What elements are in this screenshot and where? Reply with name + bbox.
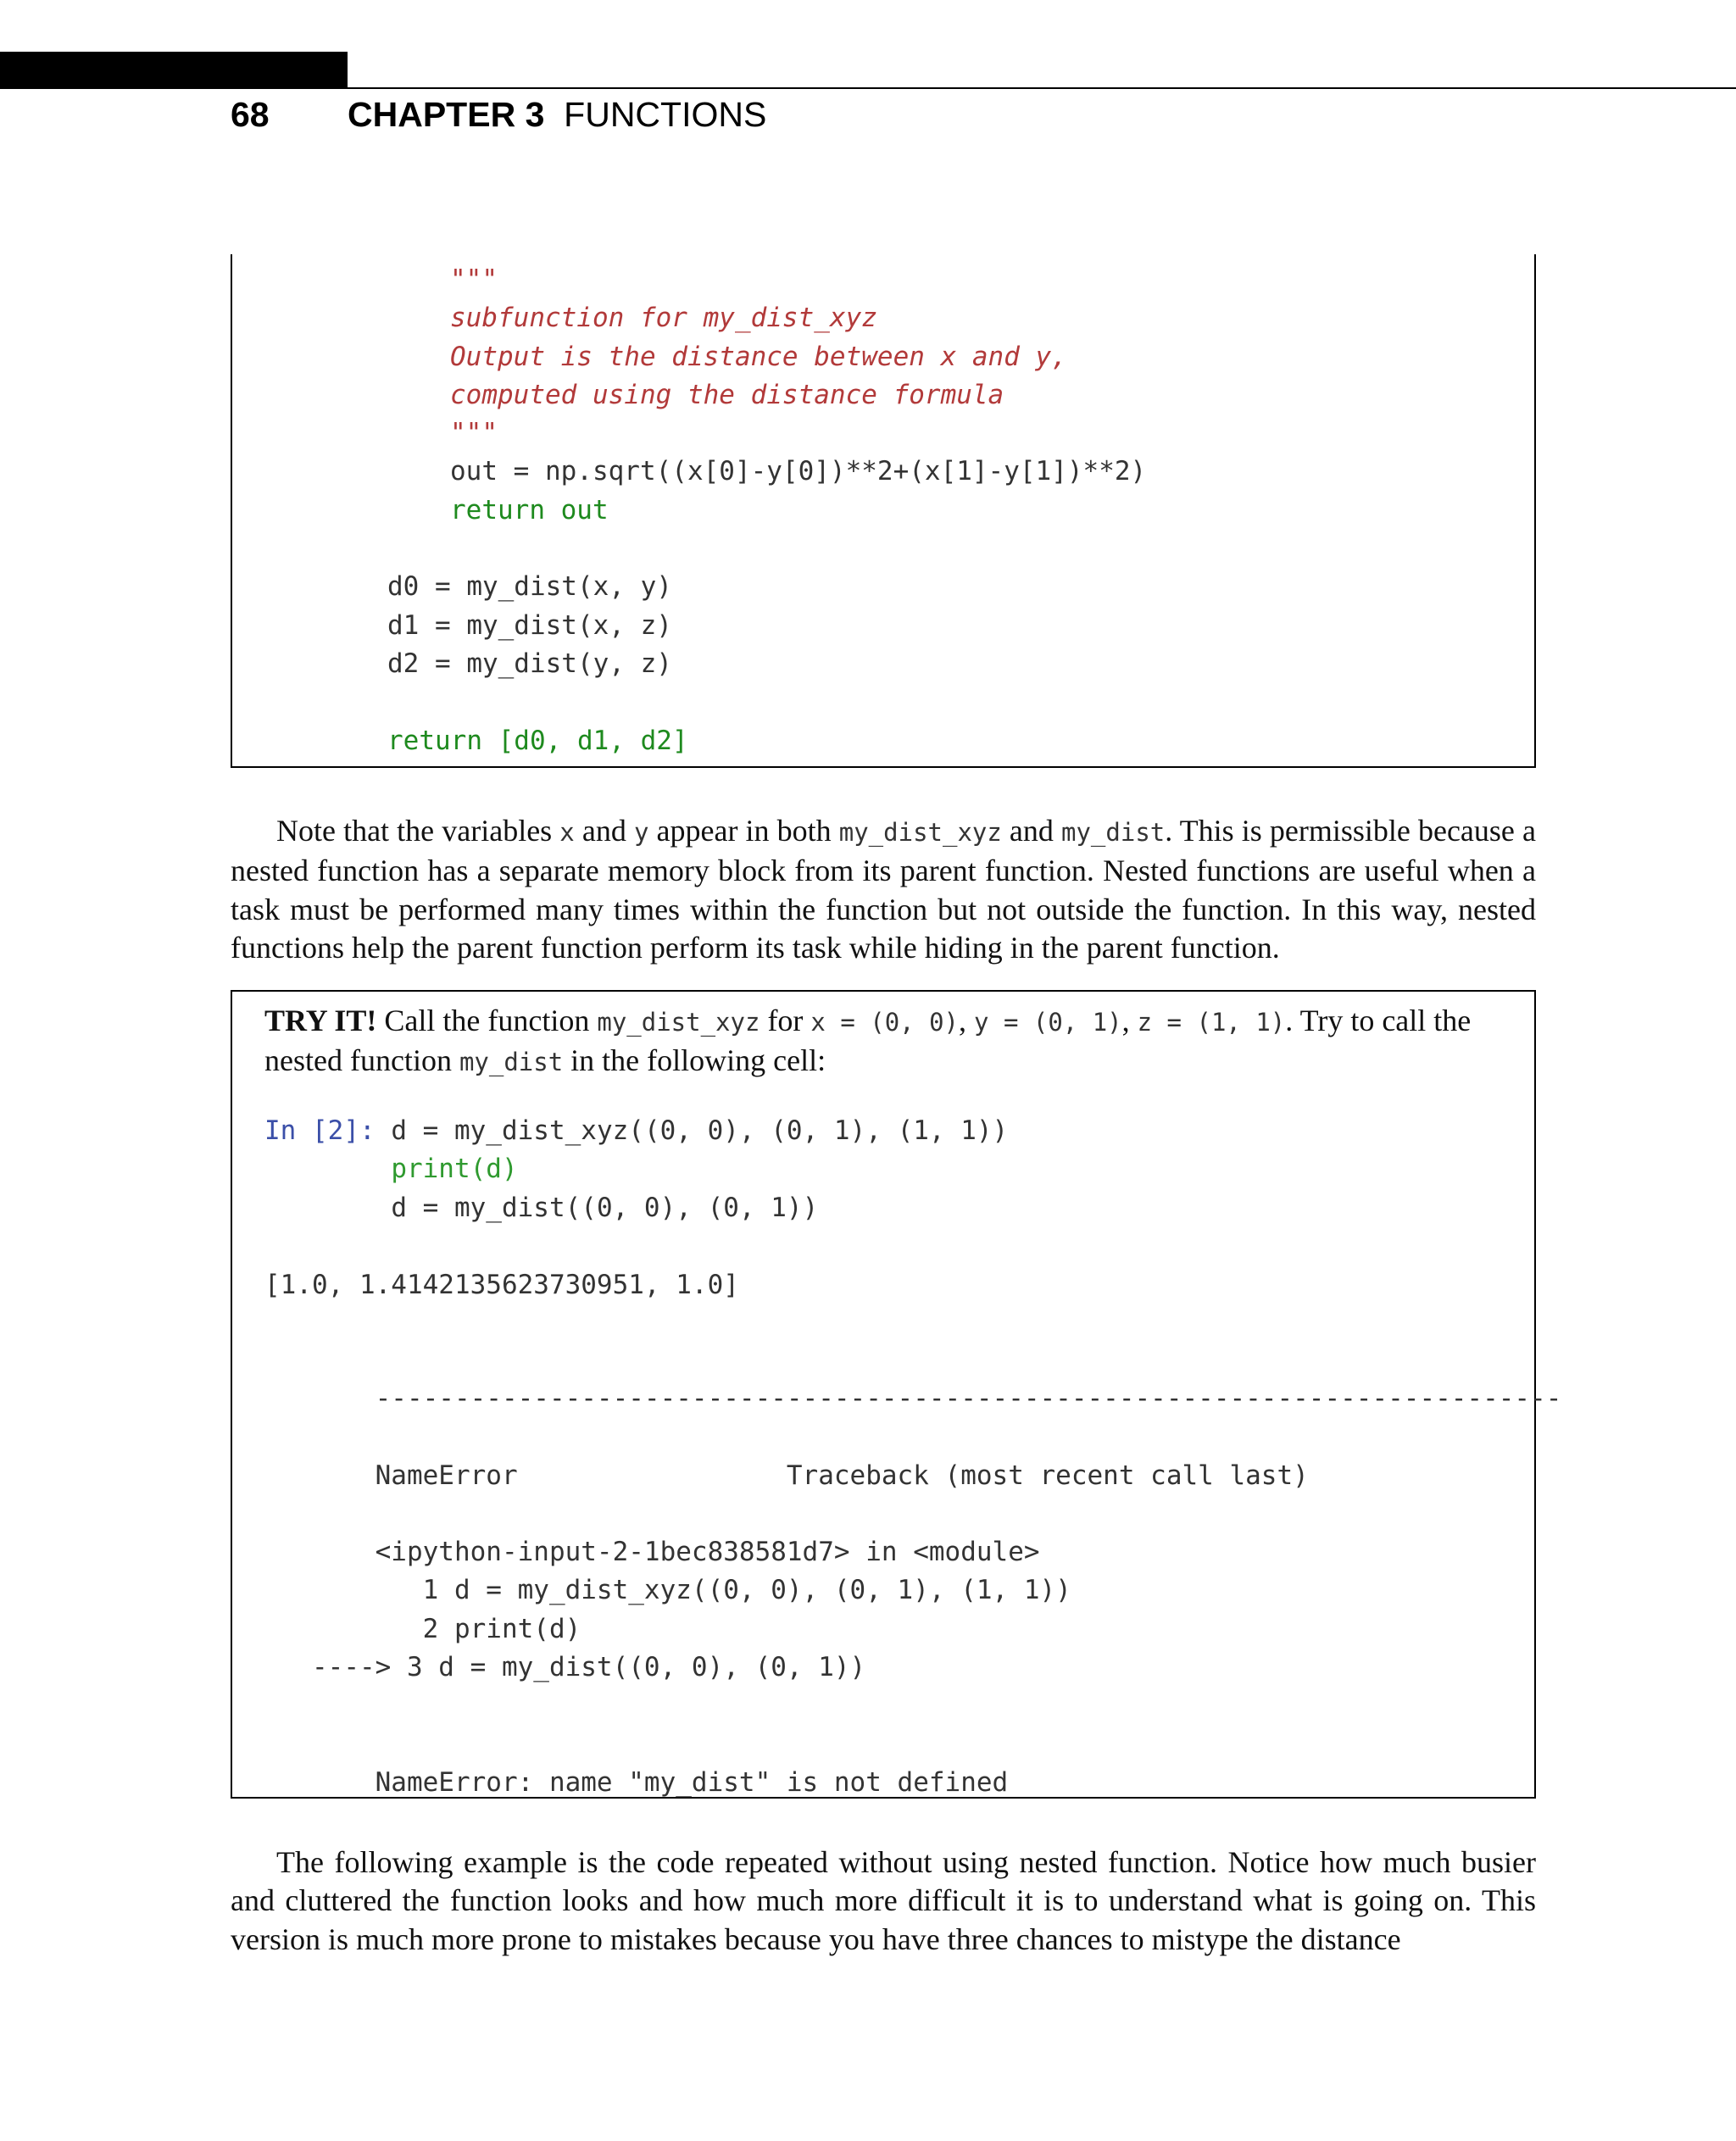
try-it-label: TRY IT! (264, 1004, 377, 1037)
page-number: 68 (231, 95, 270, 134)
text-run: appear in both (648, 814, 839, 848)
text-run: , (1121, 1004, 1138, 1037)
traceback-line: <ipython-input-2-1bec838581d7> in <module> (264, 1537, 1040, 1568)
traceback-line: --------------------------------------------------------------------------- (264, 1383, 1562, 1414)
text-run: and (1001, 814, 1062, 848)
code-line: out = np.sqrt((x[0]-y[0])**2+(x[1]-y[1])**2) (450, 456, 1147, 487)
input-line: d = my_dist_xyz((0, 0), (0, 1), (1, 1)) (391, 1115, 1009, 1146)
code-line: Output is the distance between x and y, (450, 341, 1067, 372)
traceback-output (264, 1380, 1562, 1802)
input-prompt: In [2]: (264, 1115, 376, 1146)
notebook-output: [1.0, 1.4142135623730951, 1.0] (264, 1270, 739, 1300)
code-line: subfunction for my_dist_xyz (450, 303, 877, 334)
text-run: Call the function (376, 1004, 598, 1037)
text-run: in the following cell: (563, 1043, 826, 1078)
inline-code: x = (0, 0) (810, 1008, 960, 1037)
text-run: , (959, 1004, 975, 1037)
inline-code: my_dist (459, 1048, 564, 1077)
code-line: """ (450, 418, 498, 449)
code-line: d1 = my_dist(x, z) (387, 609, 672, 641)
try-it-instructions (264, 1002, 1507, 1082)
inline-code: my_dist_xyz (838, 818, 1002, 847)
traceback-line: 1 d = my_dist_xyz((0, 0), (0, 1), (1, 1)) (264, 1575, 1071, 1606)
traceback-line: NameError Traceback (most recent call last) (264, 1460, 1309, 1491)
code-line: d2 = my_dist(y, z) (387, 648, 672, 679)
code-line: computed using the distance formula (450, 379, 1004, 410)
try-it-box (231, 990, 1562, 1799)
chapter-label: CHAPTER 3 (348, 95, 545, 134)
traceback-line: ----> 3 d = my_dist((0, 0), (0, 1)) (264, 1652, 866, 1683)
text-run: and (574, 814, 634, 848)
code-line: return [d0, d1, d2] (387, 725, 688, 756)
inline-code: z = (1, 1) (1137, 1008, 1286, 1037)
chapter-title: FUNCTIONS (564, 95, 767, 134)
input-line: print(d) (391, 1154, 518, 1185)
inline-code: my_dist (1061, 818, 1166, 847)
paragraph-nested-scope (231, 812, 1536, 967)
header-bar (0, 52, 348, 89)
notebook-input-cell (264, 1112, 1534, 1227)
text-run: . Try to call the nested function (264, 1004, 1472, 1078)
input-line: d = my_dist((0, 0), (0, 1)) (391, 1192, 819, 1223)
code-line: d0 = my_dist(x, y) (387, 571, 672, 603)
text-run: for (760, 1004, 811, 1037)
running-head (348, 95, 766, 135)
code-line: return out (450, 494, 609, 526)
code-listing (387, 261, 1534, 760)
traceback-line: 2 print(d) (264, 1613, 581, 1644)
code-block-nested-function (231, 254, 1536, 768)
inline-code: x (559, 818, 575, 847)
traceback-line: NameError: name "my_dist" is not defined (264, 1766, 1009, 1798)
inline-code: y (633, 818, 649, 847)
text-run: . This is permissible because a nested function has a separate memory block from its parent function. Nested functions are useful when a task must be performed many times within the function but not outside the function. In this way, nested functions help the parent function perform its task while hiding in the parent function. (231, 814, 1536, 965)
paragraph-without-nesting: The following example is the code repeated without using nested function. Notice how much busier and cluttered the function looks and how much more difficult it is to understand what is going on. This version is much more prone to mistakes because you have three chances to mistype the distance (231, 1845, 1536, 1956)
header-rule (348, 87, 1736, 89)
inline-code: y = (0, 1) (974, 1008, 1122, 1037)
inline-code: my_dist_xyz (597, 1008, 760, 1037)
text-run: Note that the variables (276, 814, 560, 848)
code-line: """ (450, 264, 498, 295)
